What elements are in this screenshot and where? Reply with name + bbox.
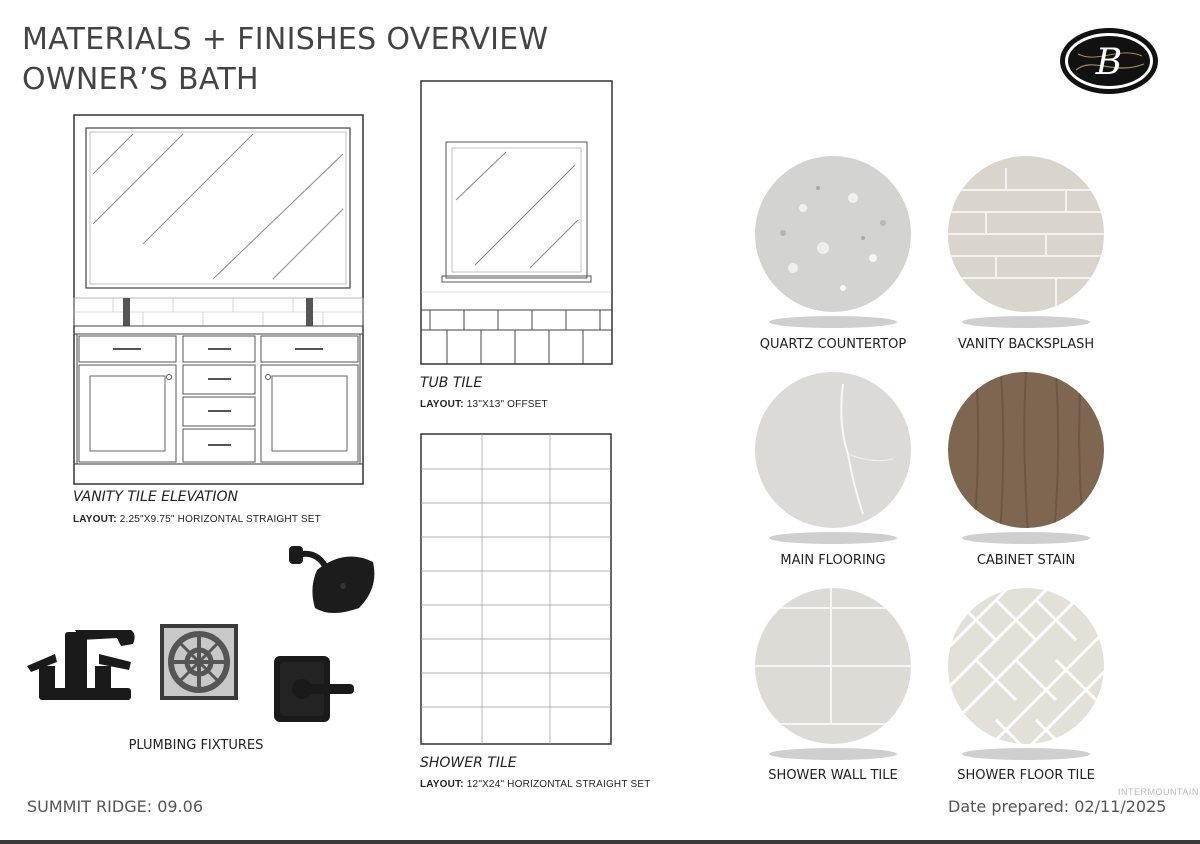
tub-tile-drawing (420, 80, 614, 366)
swatch-color-quartz (755, 156, 911, 312)
shower-layout-label: LAYOUT: (420, 779, 464, 790)
shower-tile-drawing (420, 433, 614, 747)
swatch-label-cabinet: CABINET STAIN (976, 553, 1076, 568)
tub-title: TUB TILE (420, 375, 483, 391)
swatch-shower-wall-tile (723, 580, 943, 760)
faucet-icon (25, 622, 137, 704)
swatch-label-flooring: MAIN FLOORING (780, 553, 886, 568)
footer-date-prepared: Date prepared: 02/11/2025 (948, 797, 1167, 816)
footer-community-lot: SUMMIT RIDGE: 09.06 (27, 797, 203, 816)
swatch-main-flooring (723, 364, 943, 544)
shower-drain-icon (159, 623, 239, 701)
swatch-quartz-countertop (723, 148, 943, 328)
swatch-vanity-backsplash (916, 148, 1136, 328)
shower-valve-trim-icon (272, 652, 356, 724)
vanity-elevation-drawing (73, 114, 365, 486)
vanity-layout (73, 514, 321, 525)
bottom-rule (0, 840, 1200, 844)
tub-layout-value: 13"X13" OFFSET (463, 399, 548, 410)
tub-layout-label: LAYOUT: (420, 399, 464, 410)
watermark-text: INTERMOUNTAIN (1118, 787, 1199, 797)
title-line-1: MATERIALS + FINISHES OVERVIEW (22, 22, 549, 57)
swatch-shower-floor-tile (916, 580, 1136, 760)
swatch-label-backsplash: VANITY BACKSPLASH (957, 337, 1095, 352)
logo-letter: B (1095, 42, 1123, 83)
shower-layout (420, 779, 651, 790)
title-line-2: OWNER’S BATH (22, 62, 259, 97)
swatch-color-flooring (755, 372, 911, 528)
shower-layout-value: 12"X24" HORIZONTAL STRAIGHT SET (463, 779, 651, 790)
swatch-cabinet-stain (916, 364, 1136, 544)
vanity-title: VANITY TILE ELEVATION (73, 489, 238, 505)
plumbing-fixtures-label: PLUMBING FIXTURES (128, 738, 264, 753)
tub-layout (420, 399, 548, 410)
builder-monogram-logo (1058, 26, 1160, 96)
vanity-layout-label: LAYOUT: (73, 514, 117, 525)
swatch-label-floor: SHOWER FLOOR TILE (957, 768, 1095, 783)
swatch-label-wall: SHOWER WALL TILE (768, 768, 898, 783)
shower-title: SHOWER TILE (420, 755, 517, 771)
swatch-label-quartz: QUARTZ COUNTERTOP (759, 337, 907, 352)
showerhead-icon (287, 540, 381, 616)
vanity-layout-value: 2.25"X9.75" HORIZONTAL STRAIGHT SET (116, 514, 321, 525)
